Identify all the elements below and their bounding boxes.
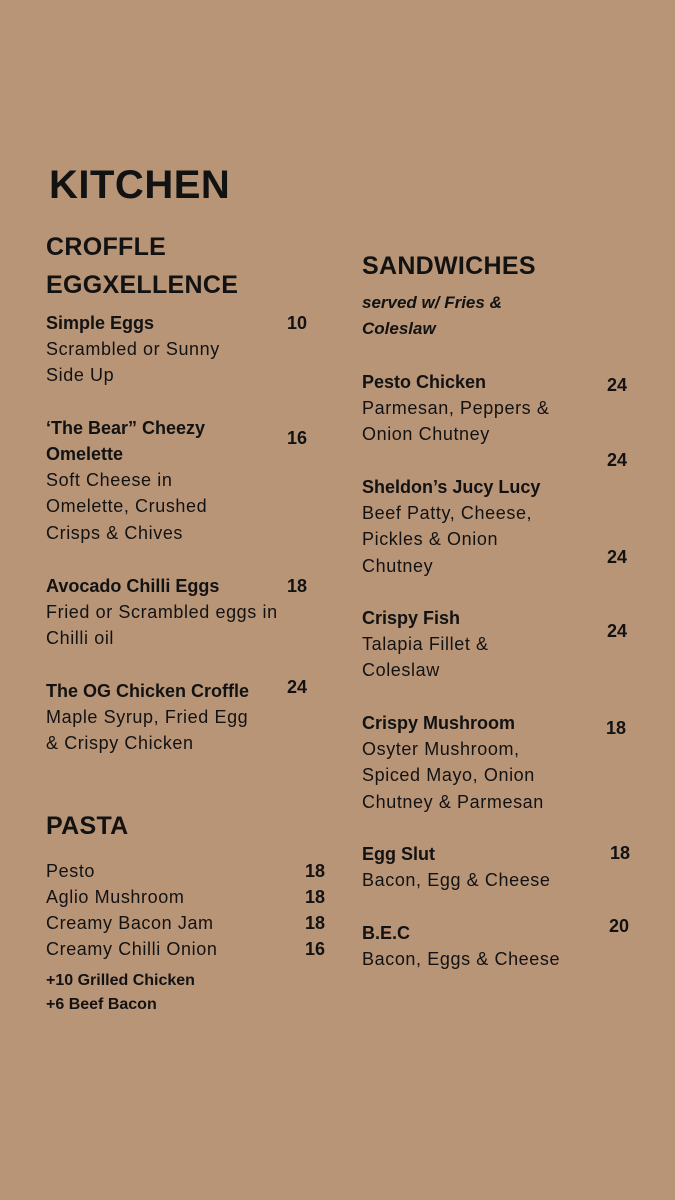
menu-item	[46, 573, 276, 652]
menu-item	[46, 678, 276, 757]
item-description: Beef Patty, Cheese, Pickles & Onion Chutney	[362, 503, 533, 576]
item-description: Osyter Mushroom, Spiced Mayo, Onion Chutney & Parmesan	[362, 739, 544, 812]
item-name: Egg Slut	[362, 844, 435, 864]
item-description: Scrambled or Sunny Side Up	[46, 339, 220, 386]
pasta-item-name: Pesto	[46, 861, 96, 881]
item-description: Parmesan, Peppers & Onion Chutney	[362, 398, 550, 445]
item-description: Soft Cheese in Omelette, Crushed Crisps & Chives	[46, 470, 208, 543]
item-price: 16	[287, 428, 308, 448]
item-name: B.E.C	[362, 923, 411, 943]
item-price: 18	[606, 718, 627, 738]
item-price: 18	[610, 843, 631, 863]
pasta-item-price: 18	[305, 861, 326, 881]
item-price: 18	[287, 576, 308, 596]
item-description: Bacon, Egg & Cheese	[362, 870, 551, 890]
item-price: 24	[607, 450, 628, 470]
sandwiches-heading: SANDWICHES	[362, 252, 536, 280]
item-description: Talapia Fillet & Coleslaw	[362, 634, 489, 681]
menu-item	[46, 415, 276, 546]
menu-item	[46, 310, 276, 389]
item-name: Simple Eggs	[46, 313, 155, 333]
pasta-item-price: 18	[305, 887, 326, 907]
menu-item	[362, 920, 577, 972]
pasta-item-price: 18	[305, 913, 326, 933]
item-name: Crispy Mushroom	[362, 713, 516, 733]
croffle-heading-line1: CROFFLE	[46, 233, 167, 261]
pasta-addon: +10 Grilled Chicken	[46, 972, 195, 989]
item-name: ‘The Bear” Cheezy Omelette	[46, 418, 206, 464]
item-description: Bacon, Eggs & Cheese	[362, 949, 561, 969]
item-description: Maple Syrup, Fried Egg & Crispy Chicken	[46, 707, 249, 754]
pasta-heading: PASTA	[46, 812, 129, 840]
pasta-item-name: Aglio Mushroom	[46, 887, 185, 907]
menu-item	[362, 841, 577, 893]
pasta-item-name: Creamy Bacon Jam	[46, 913, 214, 933]
pasta-addon: +6 Beef Bacon	[46, 996, 157, 1013]
pasta-item-price: 16	[305, 939, 326, 959]
menu-item	[362, 605, 577, 684]
item-description: Fried or Scrambled eggs in Chilli oil	[46, 602, 278, 649]
item-price: 24	[607, 621, 628, 641]
item-price: 24	[607, 375, 628, 395]
item-price: 10	[287, 313, 308, 333]
item-price: 20	[609, 916, 630, 936]
item-price: 24	[607, 547, 628, 567]
menu-item	[362, 474, 577, 579]
item-name: The OG Chicken Croffle	[46, 681, 250, 701]
menu-item	[362, 369, 577, 448]
menu-item	[362, 710, 577, 815]
item-name: Pesto Chicken	[362, 372, 487, 392]
croffle-heading	[46, 228, 238, 304]
croffle-heading-line2: EGGXELLENCE	[46, 271, 239, 299]
item-name: Avocado Chilli Eggs	[46, 576, 220, 596]
item-name: Sheldon’s Jucy Lucy	[362, 477, 541, 497]
item-price: 24	[287, 677, 308, 697]
sandwiches-note: served w/ Fries & Coleslaw	[362, 293, 502, 338]
item-name: Crispy Fish	[362, 608, 461, 628]
pasta-item-name: Creamy Chilli Onion	[46, 939, 218, 959]
menu-title: KITCHEN	[49, 163, 231, 207]
